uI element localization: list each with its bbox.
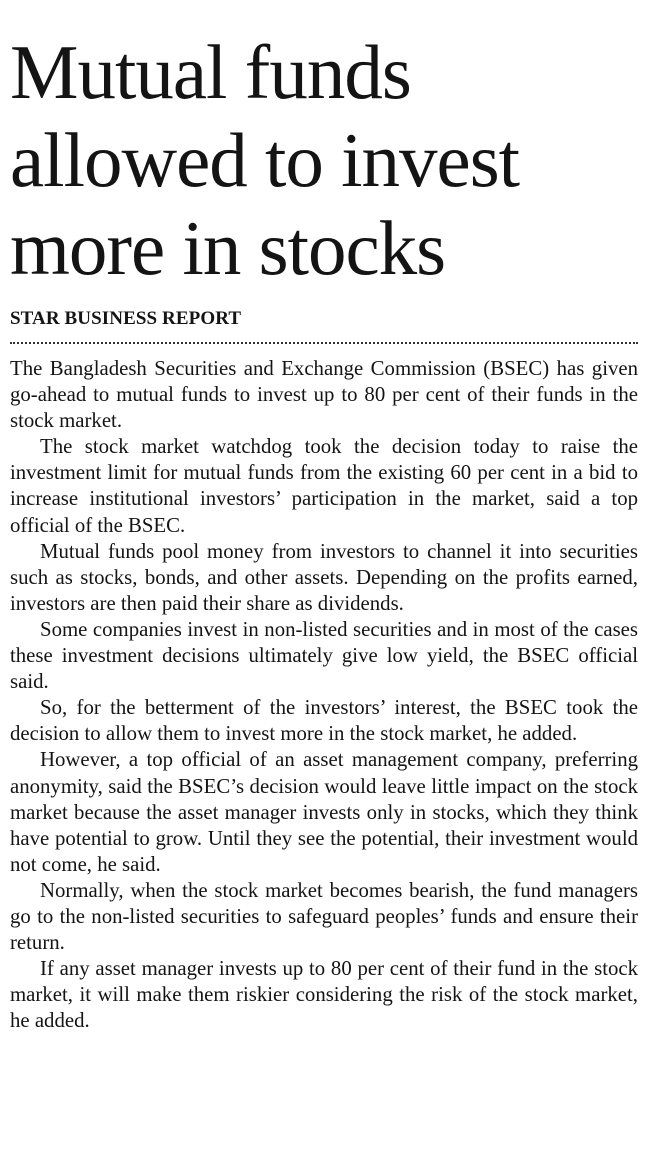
article-paragraph: However, a top official of an asset management company, preferring anonymity, said the BSEC’s decision would leave little impact on the stock market because the asset manager invests only in stocks, which they think have potential to grow. Until they see the potential, their investment would not come, he said. — [10, 748, 638, 876]
article-paragraph: Some companies invest in non-listed securities and in most of the cases these investment decisions ultimately give low yield, the BSEC official said. — [10, 617, 638, 694]
article-paragraph: Normally, when the stock market becomes bearish, the fund managers go to the non-listed securities to safeguard peoples’ funds and ensure their return. — [10, 878, 638, 955]
article-paragraph: So, for the betterment of the investors’ interest, the BSEC took the decision to allow them to invest more in the stock market, he added. — [10, 696, 638, 746]
dotted-divider — [10, 342, 638, 344]
headline-line: more in stocks — [10, 205, 446, 291]
headline-line: allowed to invest — [10, 117, 520, 203]
article-byline: STAR BUSINESS REPORT — [10, 308, 242, 329]
article-paragraph: The stock market watchdog took the decision today to raise the investment limit for mutual funds from the existing 60 per cent in a bid to increase institutional investors’ participation in the market, said a top official of the BSEC. — [10, 435, 638, 537]
headline-line: Mutual funds — [10, 29, 411, 115]
article-headline — [10, 0, 638, 292]
news-article — [10, 0, 638, 1034]
article-paragraph: Mutual funds pool money from investors to channel it into securities such as stocks, bonds, and other assets. Depending on the profits earned, investors are then paid their share as dividends. — [10, 539, 638, 615]
article-body — [10, 356, 638, 1034]
article-paragraph: The Bangladesh Securities and Exchange Commission (BSEC) has given go-ahead to mutual funds to invest up to 80 per cent of their funds in the stock market. — [10, 357, 638, 433]
article-paragraph: If any asset manager invests up to 80 per cent of their fund in the stock market, it will make them riskier considering the risk of the stock market, he added. — [10, 957, 638, 1033]
